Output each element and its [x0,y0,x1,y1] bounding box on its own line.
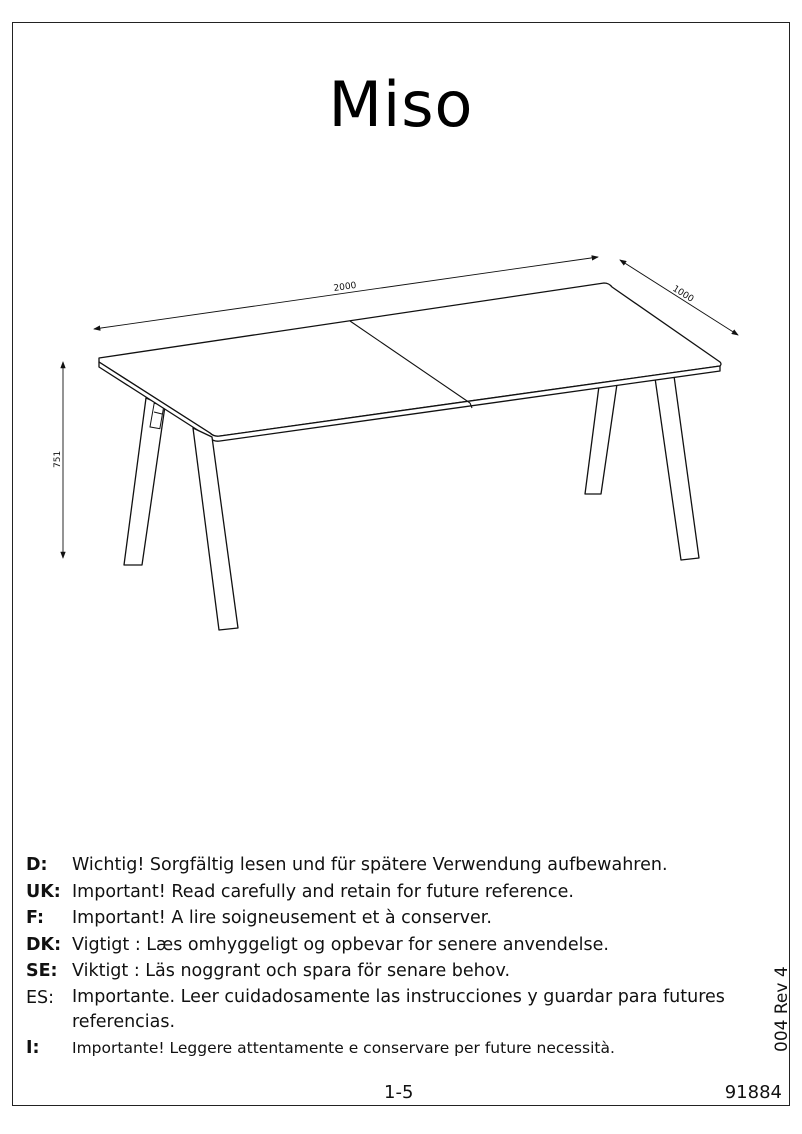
table-leg-back-right [585,384,617,494]
note-text: Vigtigt : Læs omhyggeligt og opbevar for senere anvendelse. [72,934,609,955]
page-number: 1-5 [384,1082,414,1103]
note-text: Wichtig! Sorgfältig lesen und für spätere Verwendung aufbewahren. [72,855,668,875]
note-text: Viktigt : Läs noggrant och spara för senare behov. [72,961,511,981]
note-code: DK: [26,934,62,955]
note-dk [26,932,766,959]
product-title: Miso [328,68,474,141]
note-uk [26,879,766,906]
revision-label: 004 Rev 4 [772,966,792,1052]
table-leg-front-left [193,428,238,630]
dimension-depth-label: 1000 [670,284,696,305]
dimension-height [53,362,63,558]
note-text: Importante. Leer cuidadosamente las instrucciones y guardar para futures referencias. [72,986,725,1032]
note-fr [26,905,766,932]
note-se [26,958,766,985]
note-it [26,1035,766,1062]
item-number: 91884 [724,1082,782,1103]
note-de [26,852,766,879]
note-text: Important! A lire soigneusement et à conserver. [72,908,492,928]
note-code: ES: [26,987,55,1008]
note-code: SE: [26,961,58,981]
table-leg-front-right [655,376,699,560]
note-text: Importante! Leggere attentamente e conservare per future necessità. [72,1038,615,1057]
dimension-length-label: 2000 [333,280,358,294]
care-notes [26,852,766,1061]
note-code: UK: [26,881,61,902]
note-code: F: [26,908,44,928]
note-es [26,985,766,1035]
dimension-height-label: 751 [53,450,63,468]
note-code: I: [26,1037,40,1058]
note-text: Important! Read carefully and retain for future reference. [72,881,574,902]
note-code: D: [26,855,48,875]
